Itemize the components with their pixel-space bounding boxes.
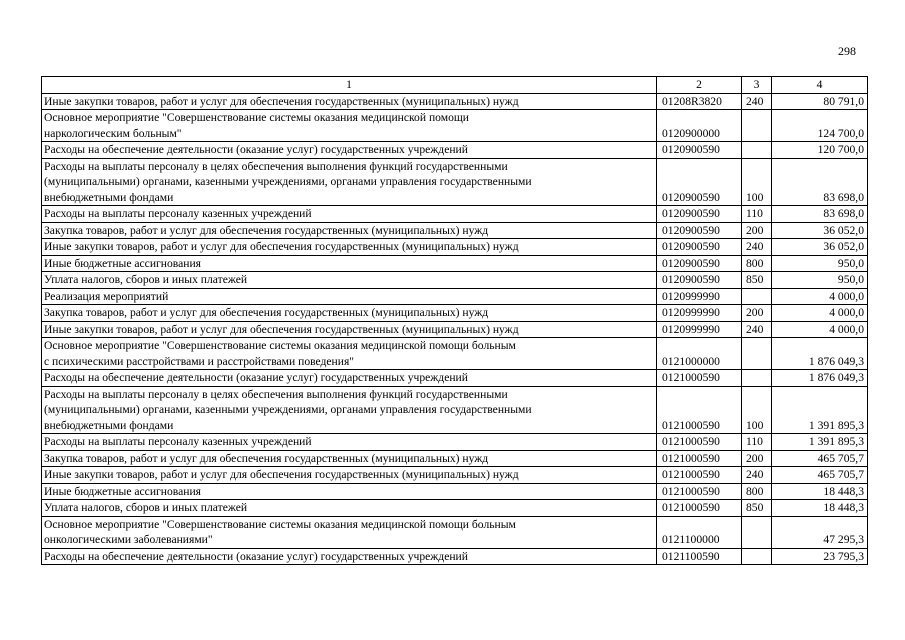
description-line: внебюджетными фондами (44, 418, 174, 432)
row-expense-type: 850 (742, 272, 772, 289)
row-description (42, 386, 657, 434)
table-row (42, 272, 868, 289)
row-expense-type: 800 (742, 255, 772, 272)
row-amount: 18 448,3 (772, 500, 868, 517)
row-description (42, 272, 657, 289)
row-target-code: 0120900590 (657, 239, 742, 256)
description-line: Иные бюджетные ассигнования (44, 256, 201, 270)
row-target-code: 01208R3820 (657, 93, 742, 110)
table-row (42, 434, 868, 451)
row-target-code: 0120999990 (657, 321, 742, 338)
row-description (42, 222, 657, 239)
table-row (42, 467, 868, 484)
table-row (42, 500, 868, 517)
row-expense-type (742, 338, 772, 370)
budget-table (41, 76, 868, 565)
description-line: Расходы на выплаты персоналу в целях обеспечения выполнения функций государственными (44, 159, 508, 173)
description-line: Расходы на выплаты персоналу казенных учреждений (44, 435, 312, 448)
row-amount: 4 000,0 (772, 321, 868, 338)
row-description (42, 305, 657, 322)
description-line: Расходы на обеспечение деятельности (оказание услуг) государственных учреждений (44, 371, 468, 384)
row-description (42, 516, 657, 548)
row-target-code: 0121000590 (657, 500, 742, 517)
row-amount: 83 698,0 (772, 158, 868, 206)
table-header-row (42, 77, 868, 94)
row-target-code: 0120900000 (657, 110, 742, 142)
table-row (42, 321, 868, 338)
description-line: Расходы на выплаты персоналу в целях обеспечения выполнения функций государственными (44, 387, 508, 401)
row-expense-type: 100 (742, 158, 772, 206)
description-line: Основное мероприятие "Совершенствование системы оказания медицинской помощи больным (44, 339, 516, 352)
row-expense-type (742, 370, 772, 387)
column-header: 2 (657, 77, 742, 94)
table-row (42, 483, 868, 500)
row-description (42, 206, 657, 223)
row-amount: 1 876 049,3 (772, 370, 868, 387)
page-number: 298 (838, 44, 856, 58)
row-expense-type: 240 (742, 321, 772, 338)
row-expense-type: 800 (742, 483, 772, 500)
column-header: 1 (42, 77, 657, 94)
row-expense-type: 110 (742, 206, 772, 223)
description-line: Иные бюджетные ассигнования (44, 484, 201, 498)
row-target-code: 0120900590 (657, 272, 742, 289)
description-line: Иные закупки товаров, работ и услуг для обеспечения государственных (муниципальных) нужд (44, 322, 519, 336)
table-row (42, 158, 868, 206)
row-description (42, 548, 657, 565)
description-line: Иные закупки товаров, работ и услуг для обеспечения государственных (муниципальных) нужд (44, 240, 519, 253)
row-description (42, 93, 657, 110)
description-line: Уплата налогов, сборов и иных платежей (44, 273, 248, 286)
description-line: (муниципальными) органами, казенными учреждениями, органами управления государственными (44, 403, 532, 416)
description-line: Основное мероприятие "Совершенствование системы оказания медицинской помощи больным (44, 517, 516, 531)
row-amount: 950,0 (772, 272, 868, 289)
row-amount: 4 000,0 (772, 305, 868, 322)
row-amount: 465 705,7 (772, 467, 868, 484)
row-amount: 1 391 895,3 (772, 386, 868, 434)
row-amount: 1 876 049,3 (772, 338, 868, 370)
table-row (42, 206, 868, 223)
table-row (42, 305, 868, 322)
row-target-code: 0120900590 (657, 158, 742, 206)
row-amount: 47 295,3 (772, 516, 868, 548)
row-expense-type: 240 (742, 467, 772, 484)
table-row (42, 386, 868, 434)
row-target-code: 0121000590 (657, 434, 742, 451)
row-expense-type: 200 (742, 222, 772, 239)
row-amount: 36 052,0 (772, 222, 868, 239)
row-amount: 83 698,0 (772, 206, 868, 223)
row-target-code: 0120900590 (657, 206, 742, 223)
row-description (42, 338, 657, 370)
description-line: наркологическим больным" (44, 126, 182, 140)
table-row (42, 516, 868, 548)
row-amount: 950,0 (772, 255, 868, 272)
description-line: Расходы на выплаты персоналу казенных учреждений (44, 207, 312, 220)
row-amount: 124 700,0 (772, 110, 868, 142)
row-description (42, 288, 657, 305)
row-description (42, 450, 657, 467)
table-row (42, 142, 868, 159)
row-description (42, 500, 657, 517)
table-row (42, 370, 868, 387)
row-expense-type (742, 516, 772, 548)
column-header: 4 (772, 77, 868, 94)
row-amount: 80 791,0 (772, 93, 868, 110)
row-target-code: 0121000590 (657, 450, 742, 467)
description-line: Реализация мероприятий (44, 289, 169, 303)
description-line: Иные закупки товаров, работ и услуг для обеспечения государственных (муниципальных) нужд (44, 468, 519, 481)
description-line: Уплата налогов, сборов и иных платежей (44, 501, 248, 514)
description-line: Закупка товаров, работ и услуг для обеспечения государственных (муниципальных) нужд (44, 306, 489, 319)
row-target-code: 0120900590 (657, 142, 742, 159)
table-row (42, 110, 868, 142)
row-expense-type: 110 (742, 434, 772, 451)
description-line: внебюджетными фондами (44, 190, 174, 204)
description-line: Закупка товаров, работ и услуг для обеспечения государственных (муниципальных) нужд (44, 451, 489, 465)
row-target-code: 0120999990 (657, 288, 742, 305)
description-line: Иные закупки товаров, работ и услуг для обеспечения государственных (муниципальных) нужд (44, 94, 519, 108)
description-line: с психическими расстройствами и расстройствами поведения" (44, 354, 355, 368)
row-amount: 18 448,3 (772, 483, 868, 500)
row-expense-type: 240 (742, 93, 772, 110)
row-target-code: 0120900590 (657, 255, 742, 272)
row-expense-type: 240 (742, 239, 772, 256)
row-amount: 23 795,3 (772, 548, 868, 565)
row-target-code: 0121000000 (657, 338, 742, 370)
row-amount: 4 000,0 (772, 288, 868, 305)
row-description (42, 483, 657, 500)
row-expense-type: 200 (742, 450, 772, 467)
row-target-code: 0120999990 (657, 305, 742, 322)
description-line: Расходы на обеспечение деятельности (оказание услуг) государственных учреждений (44, 549, 468, 563)
row-description (42, 142, 657, 159)
row-amount: 36 052,0 (772, 239, 868, 256)
row-target-code: 0121000590 (657, 483, 742, 500)
table-row (42, 93, 868, 110)
row-target-code: 0121000590 (657, 467, 742, 484)
table-row (42, 450, 868, 467)
row-description (42, 239, 657, 256)
description-line: (муниципальными) органами, казенными учреждениями, органами управления государственными (44, 175, 532, 188)
description-line: Закупка товаров, работ и услуг для обеспечения государственных (муниципальных) нужд (44, 223, 489, 237)
row-description (42, 158, 657, 206)
row-expense-type (742, 110, 772, 142)
row-description (42, 110, 657, 142)
table-row (42, 255, 868, 272)
column-header: 3 (742, 77, 772, 94)
row-description (42, 467, 657, 484)
description-line: Расходы на обеспечение деятельности (оказание услуг) государственных учреждений (44, 143, 468, 156)
row-expense-type (742, 142, 772, 159)
row-amount: 1 391 895,3 (772, 434, 868, 451)
table-row (42, 338, 868, 370)
table-row (42, 548, 868, 565)
table-row (42, 239, 868, 256)
description-line: онкологическими заболеваниями" (44, 533, 213, 546)
row-target-code: 0121000590 (657, 386, 742, 434)
table-row (42, 222, 868, 239)
row-expense-type (742, 288, 772, 305)
row-description (42, 370, 657, 387)
row-amount: 120 700,0 (772, 142, 868, 159)
row-expense-type: 200 (742, 305, 772, 322)
row-description (42, 321, 657, 338)
row-expense-type: 100 (742, 386, 772, 434)
row-expense-type: 850 (742, 500, 772, 517)
row-amount: 465 705,7 (772, 450, 868, 467)
table-row (42, 288, 868, 305)
description-line: Основное мероприятие "Совершенствование системы оказания медицинской помощи (44, 111, 470, 124)
row-description (42, 434, 657, 451)
row-target-code: 0120900590 (657, 222, 742, 239)
row-target-code: 0121100590 (657, 548, 742, 565)
row-target-code: 0121100000 (657, 516, 742, 548)
row-target-code: 0121000590 (657, 370, 742, 387)
row-expense-type (742, 548, 772, 565)
row-description (42, 255, 657, 272)
